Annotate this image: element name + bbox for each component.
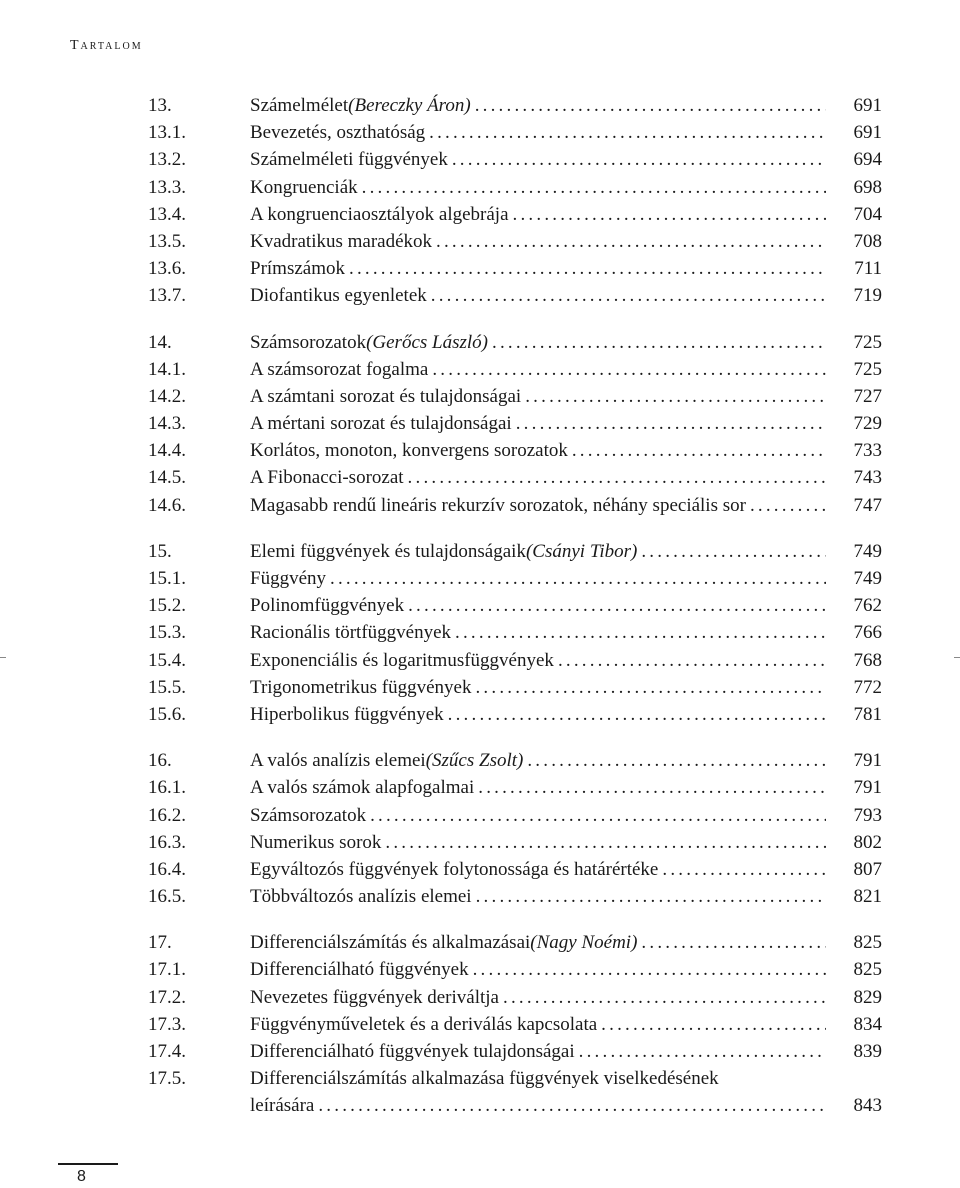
dot-leader (385, 829, 826, 856)
section-title: Exponenciális és logaritmusfüggvények (250, 649, 554, 671)
section-title: Függvényműveletek és a deriválás kapcsolata (250, 1013, 598, 1035)
section-number: 15.3. (148, 622, 186, 644)
dot-leader (558, 647, 826, 674)
section-title-wrap (250, 492, 826, 519)
section-title-wrap (250, 802, 826, 829)
section-page: 766 (853, 622, 882, 644)
section-title-block (250, 1065, 826, 1119)
chapter-number: 17. (148, 932, 172, 954)
section-number: 15.4. (148, 649, 186, 671)
section-title: A mértani sorozat és tulajdonságai (250, 413, 512, 435)
section-title-wrap (250, 437, 826, 464)
section-title: Differenciálható függvények tulajdonságai (250, 1041, 575, 1062)
section-title-wrap (250, 410, 826, 437)
toc-section-row[interactable] (148, 774, 882, 801)
section-number: 15.6. (148, 703, 186, 725)
dot-leader (516, 410, 826, 437)
section-title-wrap (250, 956, 826, 983)
dot-leader (662, 856, 826, 883)
toc-section-row[interactable] (148, 647, 882, 674)
chapter-page: 725 (853, 331, 882, 353)
section-title-wrap (250, 883, 826, 910)
section-number: 16.3. (148, 831, 186, 853)
section-title-wrap (250, 1011, 826, 1038)
section-number: 15.2. (148, 595, 186, 617)
toc-chapter-row[interactable] (148, 929, 882, 956)
chapter-title: Számelmélet (250, 95, 349, 116)
chapter-author: ( Nagy Noémi ) (530, 929, 637, 956)
dot-leader (641, 929, 826, 956)
toc-section-row[interactable] (148, 619, 882, 646)
section-number: 15.1. (148, 568, 186, 589)
section-title-wrap (250, 174, 826, 201)
toc-chapter-row[interactable] (148, 747, 882, 774)
dot-leader (429, 119, 826, 146)
section-title: Függvény (250, 568, 326, 589)
dot-leader (572, 437, 826, 464)
chapter-title-wrap (250, 92, 826, 119)
toc-section-row[interactable] (148, 1065, 882, 1119)
chapter-number: 14. (148, 331, 172, 353)
toc-chapter-row[interactable] (148, 538, 882, 565)
section-title: A számtani sorozat és tulajdonságai (250, 385, 522, 407)
section-page: 704 (853, 203, 882, 225)
section-title: Számsorozatok (250, 804, 367, 826)
toc-section-row[interactable] (148, 492, 882, 519)
section-page: 711 (854, 258, 882, 280)
section-title-wrap (250, 592, 826, 619)
dot-leader (455, 619, 826, 646)
section-title: Kongruenciák (250, 176, 358, 198)
section-title: A valós számok alapfogalmai (250, 777, 475, 799)
toc-chapter-row[interactable] (148, 329, 882, 356)
page-number: 8 (77, 1168, 86, 1185)
section-number: 13.3. (148, 176, 186, 198)
dot-leader (478, 774, 826, 801)
section-title-wrap (250, 565, 826, 592)
chapter-title: Differenciálszámítás és alkalmazásai (250, 932, 531, 954)
section-title: Számelméleti függvények (250, 149, 448, 171)
toc-chapter-group (148, 747, 882, 910)
toc-section-row[interactable] (148, 1011, 882, 1038)
dot-leader (525, 383, 826, 410)
chapter-title: Számsorozatok (250, 331, 367, 353)
dot-leader (452, 146, 826, 173)
section-title: Egyváltozós függvények folytonossága és határértéke (250, 858, 659, 880)
toc-section-row[interactable] (148, 255, 882, 282)
toc-section-row[interactable] (148, 410, 882, 437)
section-title-wrap (250, 201, 826, 228)
section-title-wrap (250, 356, 826, 383)
section-title: A Fibonacci-sorozat (250, 467, 404, 489)
section-number: 13.4. (148, 203, 186, 225)
section-page: 821 (853, 886, 882, 908)
table-of-contents (148, 92, 882, 1139)
chapter-author: ( Gerőcs László ) (366, 329, 488, 356)
section-page: 772 (853, 676, 882, 698)
section-page: 834 (853, 1013, 882, 1035)
section-title-line2 (250, 1092, 826, 1119)
section-page: 729 (853, 413, 882, 435)
dot-leader (431, 282, 826, 309)
dot-leader (436, 228, 826, 255)
section-number: 16.1. (148, 777, 186, 799)
toc-chapter-group (148, 538, 882, 728)
section-title-wrap (250, 701, 826, 728)
chapter-author: ( Bereczky Áron ) (348, 92, 471, 119)
toc-section-row[interactable] (148, 856, 882, 883)
toc-section-row[interactable] (148, 228, 882, 255)
toc-section-row[interactable] (148, 1038, 882, 1065)
section-page: 698 (853, 176, 882, 198)
dot-leader (432, 356, 826, 383)
section-number: 14.1. (148, 358, 186, 380)
toc-section-row[interactable] (148, 437, 882, 464)
section-page: 843 (853, 1095, 882, 1117)
dot-leader (349, 255, 826, 282)
dot-leader (601, 1011, 826, 1038)
toc-section-row[interactable] (148, 956, 882, 983)
dot-leader (579, 1038, 826, 1065)
crop-mark-right (954, 657, 960, 658)
section-title-wrap (250, 1038, 826, 1065)
section-title: Polinomfüggvények (250, 595, 405, 617)
toc-chapter-group (148, 929, 882, 1119)
chapter-title: Elemi függvények és tulajdonságaik (250, 540, 526, 562)
section-title-wrap (250, 228, 826, 255)
chapter-title-wrap (250, 747, 826, 774)
section-title: Magasabb rendű lineáris rekurzív sorozatok, néhány speciális sor (250, 494, 746, 516)
toc-chapter-row[interactable] (148, 92, 882, 119)
toc-section-row[interactable] (148, 592, 882, 619)
dot-leader (476, 883, 826, 910)
section-title-wrap (250, 856, 826, 883)
toc-section-row[interactable] (148, 984, 882, 1011)
section-page: 768 (853, 649, 882, 671)
section-title-wrap (250, 146, 826, 173)
section-title-wrap (250, 282, 826, 309)
section-title: Numerikus sorok (250, 831, 382, 853)
section-page: 781 (853, 703, 882, 725)
section-page: 791 (853, 777, 882, 799)
section-number: 17.1. (148, 959, 186, 981)
dot-leader (503, 984, 826, 1011)
section-number: 17.4. (148, 1041, 186, 1062)
section-title: Diofantikus egyenletek (250, 285, 427, 307)
section-title: Racionális törtfüggvények (250, 622, 452, 644)
dot-leader (492, 329, 826, 356)
toc-chapter-group (148, 329, 882, 519)
section-page: 829 (853, 986, 882, 1008)
toc-chapter-group (148, 92, 882, 310)
section-title: Többváltozós analízis elemei (250, 886, 472, 908)
section-title-wrap (250, 119, 826, 146)
section-page: 807 (853, 858, 882, 880)
crop-mark-left (0, 657, 6, 658)
section-title: A számsorozat fogalma (250, 358, 429, 380)
section-title-wrap (250, 619, 826, 646)
section-title: Bevezetés, oszthatóság (250, 122, 426, 144)
dot-leader (408, 464, 826, 491)
section-page: 725 (853, 358, 882, 380)
section-number: 15.5. (148, 676, 186, 698)
section-number: 14.6. (148, 494, 186, 516)
dot-leader (330, 565, 826, 592)
section-number: 13.5. (148, 230, 186, 252)
dot-leader (527, 747, 826, 774)
toc-section-row[interactable] (148, 174, 882, 201)
toc-section-row[interactable] (148, 201, 882, 228)
section-title-continued: leírására (250, 1095, 315, 1117)
section-number: 17.3. (148, 1013, 186, 1035)
chapter-author: ( Csányi Tibor ) (526, 538, 637, 565)
section-page: 727 (853, 385, 882, 407)
section-page: 708 (853, 230, 882, 252)
chapter-number: 13. (148, 95, 172, 116)
chapter-page: 791 (853, 750, 882, 772)
section-page: 825 (853, 959, 882, 981)
section-page: 839 (853, 1041, 882, 1062)
footer-rule (58, 1163, 118, 1165)
section-title: Nevezetes függvények deriváltja (250, 986, 499, 1008)
section-title-wrap (250, 829, 826, 856)
section-title-line1 (250, 1065, 826, 1092)
toc-section-row[interactable] (148, 282, 882, 309)
dot-leader (370, 802, 826, 829)
dot-leader (475, 674, 826, 701)
section-title: Hiperbolikus függvények (250, 703, 444, 725)
section-number: 13.6. (148, 258, 186, 280)
section-title: Kvadratikus maradékok (250, 230, 433, 252)
chapter-number: 16. (148, 750, 172, 772)
dot-leader (750, 492, 826, 519)
section-title-wrap (250, 464, 826, 491)
section-title-wrap (250, 674, 826, 701)
section-page: 743 (853, 467, 882, 489)
dot-leader (513, 201, 826, 228)
chapter-page: 749 (853, 540, 882, 562)
dot-leader (362, 174, 826, 201)
section-title: Differenciálható függvények (250, 959, 469, 981)
chapter-title: A valós analízis elemei (250, 750, 426, 772)
toc-section-row[interactable] (148, 119, 882, 146)
section-page: 694 (853, 149, 882, 171)
dot-leader (448, 701, 826, 728)
section-number: 14.3. (148, 413, 186, 435)
section-title: Prímszámok (250, 258, 345, 280)
toc-section-row[interactable] (148, 565, 882, 592)
chapter-page: 825 (853, 932, 882, 954)
section-number: 17.2. (148, 986, 186, 1008)
section-page: 719 (853, 285, 882, 307)
section-number: 14.5. (148, 467, 186, 489)
section-title: Differenciálszámítás alkalmazása függvények viselkedésének (250, 1068, 719, 1090)
dot-leader (473, 956, 826, 983)
section-number: 14.2. (148, 385, 186, 407)
toc-section-row[interactable] (148, 701, 882, 728)
section-number: 14.4. (148, 440, 186, 462)
running-head: Tartalom (70, 38, 143, 53)
chapter-title-wrap (250, 329, 826, 356)
section-title-wrap (250, 984, 826, 1011)
section-number: 13.7. (148, 285, 186, 307)
section-number: 17.5. (148, 1068, 186, 1090)
toc-section-row[interactable] (148, 383, 882, 410)
section-page: 802 (853, 831, 882, 853)
section-page: 762 (853, 595, 882, 617)
toc-section-row[interactable] (148, 356, 882, 383)
section-title-wrap (250, 774, 826, 801)
chapter-title-wrap (250, 538, 826, 565)
section-number: 16.4. (148, 858, 186, 880)
toc-section-row[interactable] (148, 802, 882, 829)
section-number: 13.1. (148, 122, 186, 144)
section-number: 16.2. (148, 804, 186, 826)
section-page: 793 (853, 804, 882, 826)
section-title-wrap (250, 255, 826, 282)
chapter-author: ( Szűcs Zsolt ) (426, 747, 524, 774)
section-page: 749 (853, 568, 882, 589)
section-page: 747 (853, 494, 882, 516)
chapter-number: 15. (148, 540, 172, 562)
section-page: 691 (853, 122, 882, 144)
toc-section-row[interactable] (148, 464, 882, 491)
section-title: Trigonometrikus függvények (250, 676, 472, 698)
chapter-page: 691 (853, 95, 882, 116)
section-title: Korlátos, monoton, konvergens sorozatok (250, 440, 568, 462)
dot-leader (318, 1092, 826, 1119)
dot-leader (408, 592, 826, 619)
section-title-wrap (250, 383, 826, 410)
toc-section-row[interactable] (148, 674, 882, 701)
chapter-title-wrap (250, 929, 826, 956)
section-number: 16.5. (148, 886, 186, 908)
section-title: A kongruenciaosztályok algebrája (250, 203, 509, 225)
section-number: 13.2. (148, 149, 186, 171)
dot-leader (475, 92, 826, 119)
toc-section-row[interactable] (148, 883, 882, 910)
section-title-wrap (250, 647, 826, 674)
toc-section-row[interactable] (148, 146, 882, 173)
toc-section-row[interactable] (148, 829, 882, 856)
dot-leader (641, 538, 826, 565)
section-page: 733 (853, 440, 882, 462)
